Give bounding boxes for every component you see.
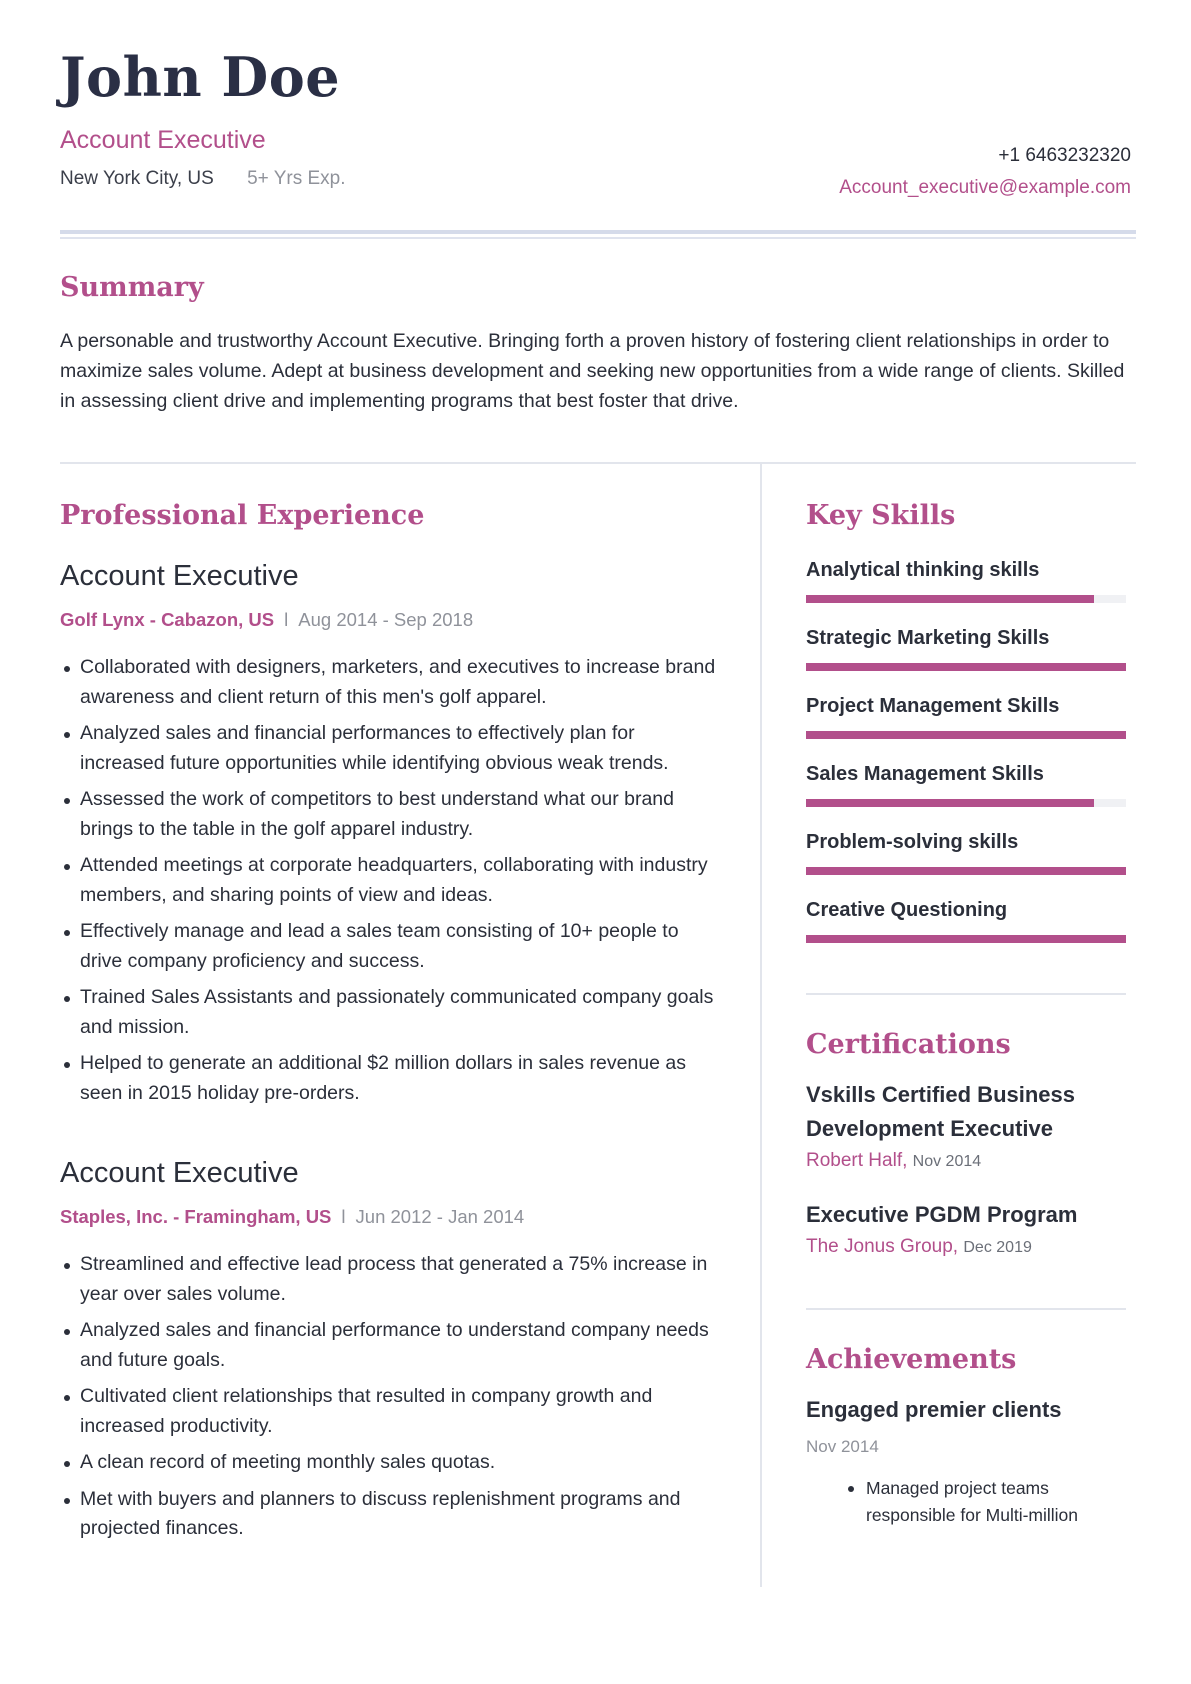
skill-name: Strategic Marketing Skills: [806, 627, 1050, 649]
candidate-meta: [60, 168, 346, 190]
skills-heading: Key Skills: [806, 500, 956, 531]
job-company: Golf Lynx - Cabazon, US: [60, 609, 275, 630]
job-separator: l: [284, 609, 289, 630]
certification-item: [806, 1198, 1126, 1258]
contact-phone[interactable]: +1 6463232320: [998, 145, 1131, 166]
job-bullets: [60, 653, 720, 1108]
certification-org: [806, 1236, 1126, 1258]
skill-bar: [806, 595, 1126, 603]
skill-item: [806, 761, 1126, 807]
job-title: Account Executive: [60, 1157, 299, 1189]
summary-text: A personable and trustworthy Account Executive. Bringing forth a proven history of fostering client relationships in order to maximize sales volume. Adept at business development and seeking new opportunities from a wide range of clients. Skilled in assessing client drive and implementing programs that best foster that drive.: [60, 330, 1125, 412]
sidebar-column: [806, 500, 1126, 1529]
achievement-title: Engaged premier clients: [806, 1397, 1062, 1422]
job-dates: Aug 2014 - Sep 2018: [298, 609, 474, 630]
job-bullet: Met with buyers and planners to discuss replenishment programs and projected finances.: [60, 1485, 720, 1544]
candidate-name: John Doe: [60, 45, 341, 109]
job-bullet: Helped to generate an additional $2 million dollars in sales revenue as seen in 2015 holiday pre-orders.: [60, 1049, 720, 1108]
skill-name: Sales Management Skills: [806, 763, 1044, 785]
job-entry: [60, 557, 720, 1108]
candidate-experience: 5+ Yrs Exp.: [247, 168, 346, 189]
job-entry: [60, 1154, 720, 1544]
certification-date: Dec 2019: [963, 1239, 1032, 1256]
job-bullet: Attended meetings at corporate headquarters, collaborating with industry members, and sharing points of view and ideas.: [60, 851, 720, 910]
skill-bar-fill: [806, 867, 1126, 875]
achievement-bullets: [806, 1475, 1126, 1529]
skill-bar: [806, 799, 1126, 807]
candidate-location: New York City, US: [60, 168, 214, 189]
contact-email[interactable]: Account_executive@example.com: [839, 177, 1131, 198]
achievement-bullet: Managed project teams responsible for Multi-million: [846, 1475, 1126, 1529]
achievements-heading: Achievements: [806, 1344, 1017, 1375]
job-bullet: Analyzed sales and financial performances to effectively plan for increased future opportunities while identifying obvious weak trends.: [60, 719, 720, 778]
skill-bar-fill: [806, 663, 1126, 671]
certification-title: Executive PGDM Program: [806, 1202, 1078, 1227]
job-title: Account Executive: [60, 560, 299, 592]
job-subline: [60, 1206, 720, 1228]
skill-bar-fill: [806, 935, 1126, 943]
job-bullet: Assessed the work of competitors to best understand what our brand brings to the table in the golf apparel industry.: [60, 785, 720, 844]
achievement-item: [806, 1393, 1126, 1529]
skill-item: [806, 557, 1126, 603]
job-bullet: A clean record of meeting monthly sales quotas.: [60, 1448, 720, 1478]
job-subline: [60, 609, 720, 631]
skill-item: [806, 693, 1126, 739]
skill-name: Analytical thinking skills: [806, 559, 1040, 581]
skills-list: [806, 557, 1126, 943]
skill-name: Creative Questioning: [806, 899, 1008, 921]
certification-title: Vskills Certified Business Development Executive: [806, 1082, 1075, 1141]
certification-date: Nov 2014: [912, 1153, 982, 1170]
job-bullets: [60, 1250, 720, 1544]
certification-item: [806, 1078, 1126, 1172]
job-company: Staples, Inc. - Framingham, US: [60, 1206, 332, 1227]
certification-issuer: The Jonus Group,: [806, 1236, 959, 1257]
certification-issuer: Robert Half,: [806, 1150, 908, 1171]
sidebar-divider: [806, 993, 1126, 995]
skill-bar-fill: [806, 799, 1094, 807]
experience-section: [60, 500, 720, 1551]
job-bullet: Effectively manage and lead a sales team consisting of 10+ people to drive company proficiency and success.: [60, 917, 720, 976]
job-separator: l: [341, 1206, 346, 1227]
skill-bar-fill: [806, 595, 1094, 603]
candidate-role: Account Executive: [60, 126, 266, 154]
contact-block: [839, 140, 1131, 204]
skill-item: [806, 897, 1126, 943]
skill-bar: [806, 935, 1126, 943]
skill-bar: [806, 731, 1126, 739]
skill-bar: [806, 867, 1126, 875]
skill-name: Project Management Skills: [806, 695, 1060, 717]
achievement-date: Nov 2014: [806, 1437, 879, 1456]
skill-item: [806, 829, 1126, 875]
job-bullet: Trained Sales Assistants and passionately communicated company goals and mission.: [60, 983, 720, 1042]
skill-bar: [806, 663, 1126, 671]
header-divider-secondary: [60, 237, 1136, 239]
summary-divider: [60, 462, 1136, 464]
sidebar-divider: [806, 1308, 1126, 1310]
job-bullet: Streamlined and effective lead process that generated a 75% increase in year over sales volume.: [60, 1250, 720, 1309]
job-bullet: Analyzed sales and financial performance to understand company needs and future goals.: [60, 1316, 720, 1375]
skill-item: [806, 625, 1126, 671]
job-bullet: Cultivated client relationships that resulted in company growth and increased productivity.: [60, 1382, 720, 1441]
experience-heading: Professional Experience: [60, 500, 425, 531]
skill-name: Problem-solving skills: [806, 831, 1019, 853]
job-dates: Jun 2012 - Jan 2014: [355, 1206, 525, 1227]
job-bullet: Collaborated with designers, marketers, and executives to increase brand awareness and client return of this men's golf apparel.: [60, 653, 720, 712]
summary-heading: Summary: [60, 272, 204, 303]
column-divider: [760, 463, 762, 1587]
header-divider: [60, 230, 1136, 234]
certifications-heading: Certifications: [806, 1029, 1011, 1060]
skill-bar-fill: [806, 731, 1126, 739]
certification-org: [806, 1150, 1126, 1172]
